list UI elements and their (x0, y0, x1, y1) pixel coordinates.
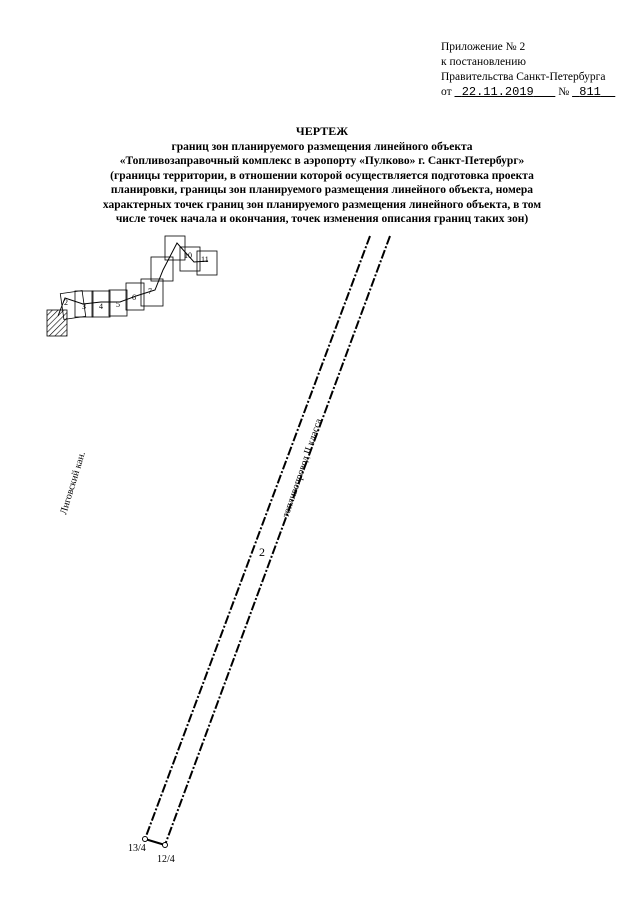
corridor-right-boundary (165, 236, 390, 845)
title-line-3: (границы территории, в отношении которой осуществляется подготовка проекта (110, 169, 534, 182)
sheet-number-3: 3 (82, 302, 86, 311)
resolution-number: 811 (579, 85, 601, 99)
sheet-number-7: 7 (148, 287, 152, 296)
document-heading: ЧЕРТЕЖ (295, 124, 349, 138)
sheet-number-2: 2 (64, 298, 68, 307)
title-line-2: «Топливозаправочный комплекс в аэропорту «Пулково» г. Санкт-Петербург» (119, 155, 525, 167)
title-line-4: планировки, границы зон планируемого размещения линейного объекта, номера (110, 184, 534, 196)
sheet-frame-8 (151, 257, 173, 281)
appendix-line-3: Правительства Санкт-Петербурга (441, 71, 606, 83)
sheet-number-11: 11 (201, 255, 209, 264)
zone-number-label: 2 (259, 545, 265, 559)
resolution-date: 22.11.2019 (461, 85, 534, 99)
appendix-line-2: к постановлению (441, 56, 526, 68)
sheet-numbers (64, 251, 209, 311)
hatched-area (47, 310, 67, 336)
sheet-number-5: 5 (116, 300, 120, 309)
appendix-line-1: Приложение № 2 (441, 41, 526, 53)
point-label-12-4: 12/4 (157, 854, 175, 865)
number-label: № (558, 86, 570, 98)
sheet-number-4: 4 (99, 302, 103, 311)
pipeline-label: топливопровод II класса (280, 417, 325, 519)
title-line-1: границ зон планируемого размещения линейного объекта (171, 140, 473, 153)
sheet-number-10: 10 (184, 251, 192, 260)
point-label-13-4: 13/4 (128, 843, 146, 854)
zone-corridor (145, 236, 390, 845)
title-line-6: числе точек начала и окончания, точек изменения описания границ таких зон) (115, 213, 529, 225)
sheet-number-6: 6 (132, 293, 136, 302)
boundary-point-marker-start (143, 837, 148, 842)
title-line-5: характерных точек границ зон планируемого размещения линейного объекта, в том (102, 198, 542, 211)
canal-label: Лиговский кан. (58, 450, 88, 516)
corridor-end-boundary (145, 839, 165, 845)
corridor-left-boundary (145, 236, 370, 839)
from-label: от (441, 86, 452, 98)
boundary-point-marker-end (163, 843, 168, 848)
